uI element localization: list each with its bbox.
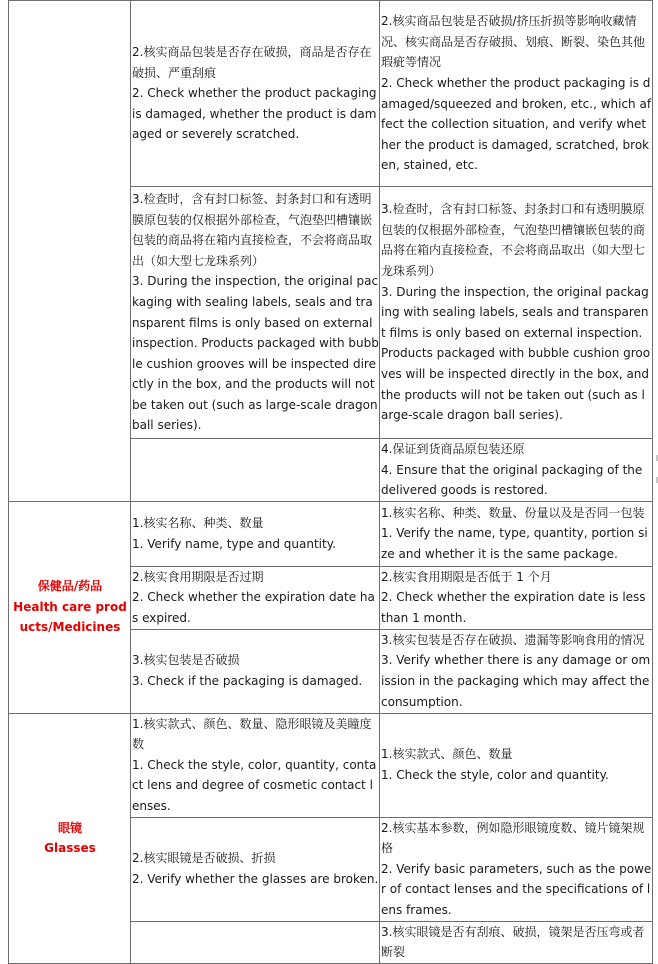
category-label-cn: 眼镜 bbox=[57, 820, 82, 835]
category-label-en: Health care products/Medicines bbox=[13, 599, 127, 635]
requirement-cell: 1.核实名称、种类、数量、份量以及是否同一包装 1. Verify the name, type, quantity, portion size and whether it is the same package. bbox=[380, 501, 653, 566]
requirement-cell: 1.核实款式、颜色、数量 1. Check the style, color and quantity. bbox=[380, 713, 653, 817]
requirement-cell: 2.核实食用期限是否过期 2. Check whether the expiration date has expired. bbox=[131, 566, 380, 629]
requirement-cell: 4.保证到货商品原包装还原 4. Ensure that the original packaging of the delivered goods is restored. bbox=[380, 439, 653, 502]
inspection-table bbox=[8, 0, 653, 964]
requirement-cell: 3.检查时，含有封口标签、封条封口和有透明膜原包装的仅根据外部检查，气泡垫凹槽镶嵌包装的商品将在箱内直接检查，不会将商品取出（如大型七龙珠系列） 3. During the inspection, the original packaging with sealing labels, seals and transparent films is only based on external inspection. Products packaged with bubble cushion grooves will be inspected directly in the box, and the products will not be taken out (such as large-scale dragon ball series). bbox=[380, 187, 653, 439]
requirement-cell: 2.核实商品包装是否破损/挤压折损等影响收藏情况、核实商品是否存破损、划痕、断裂、染色其他瑕疵等情况 2. Check whether the product packaging is damaged/squeezed and broken, etc., which affect the collection situation, and verify whether the product is damaged, scratched, broken, stained, etc. bbox=[380, 1, 653, 187]
category-cell-glasses bbox=[9, 713, 131, 963]
requirement-cell: 1.核实名称、种类、数量 1. Verify name, type and quantity. bbox=[131, 501, 380, 566]
table-row bbox=[9, 501, 653, 566]
table-row bbox=[9, 713, 653, 817]
requirement-cell: 2.核实基本参数，例如隐形眼镜度数、镜片镜架规格 2. Verify basic parameters, such as the power of contact lenses and the specifications of lens frames. bbox=[380, 817, 653, 921]
requirement-cell: 3.核实包装是否存在破损、遗漏等影响食用的情况 3. Verify whether there is any damage or omission in the packaging which may affect the consumption. bbox=[380, 629, 653, 713]
table-row bbox=[9, 1, 653, 187]
requirement-cell: 2.核实食用期限是否低于 1 个月 2. Check whether the expiration date is less than 1 month. bbox=[380, 566, 653, 629]
requirement-cell bbox=[131, 439, 380, 502]
category-cell-health bbox=[9, 501, 131, 713]
category-label-en: Glasses bbox=[44, 841, 96, 856]
requirement-cell: 3.检查时，含有封口标签、封条封口和有透明膜原包装的仅根据外部检查，气泡垫凹槽镶嵌包装的商品将在箱内直接检查，不会将商品取出（如大型七龙珠系列） 3. During the inspection, the original packaging with sealing labels, seals and transparent films is only based on external inspection. Products packaged with bubble cushion grooves will be inspected directly in the box, and the products will not be taken out (such as large-scale dragon ball series). bbox=[131, 187, 380, 439]
requirement-cell: 3.核实包装是否破损 3. Check if the packaging is damaged. bbox=[131, 629, 380, 713]
requirement-cell: 2.核实商品包装是否存在破损，商品是否存在破损、严重刮痕 2. Check whether the product packaging is damaged, whether the product is damaged or severely scratched. bbox=[131, 1, 380, 187]
category-cell-continued bbox=[9, 1, 131, 502]
category-label-cn: 保健品/药品 bbox=[37, 579, 103, 594]
requirement-cell: 1.核实款式、颜色、数量、隐形眼镜及美瞳度数 1. Check the style, color, quantity, contact lens and degree of cosmetic contact lenses. bbox=[131, 713, 380, 817]
requirement-cell bbox=[131, 921, 380, 963]
requirement-cell: 2.核实眼镜是否破损、折损 2. Verify whether the glasses are broken. bbox=[131, 817, 380, 921]
requirement-cell: 3.核实眼镜是否有刮痕、破损，镜架是否压弯或者断裂 bbox=[380, 921, 653, 963]
